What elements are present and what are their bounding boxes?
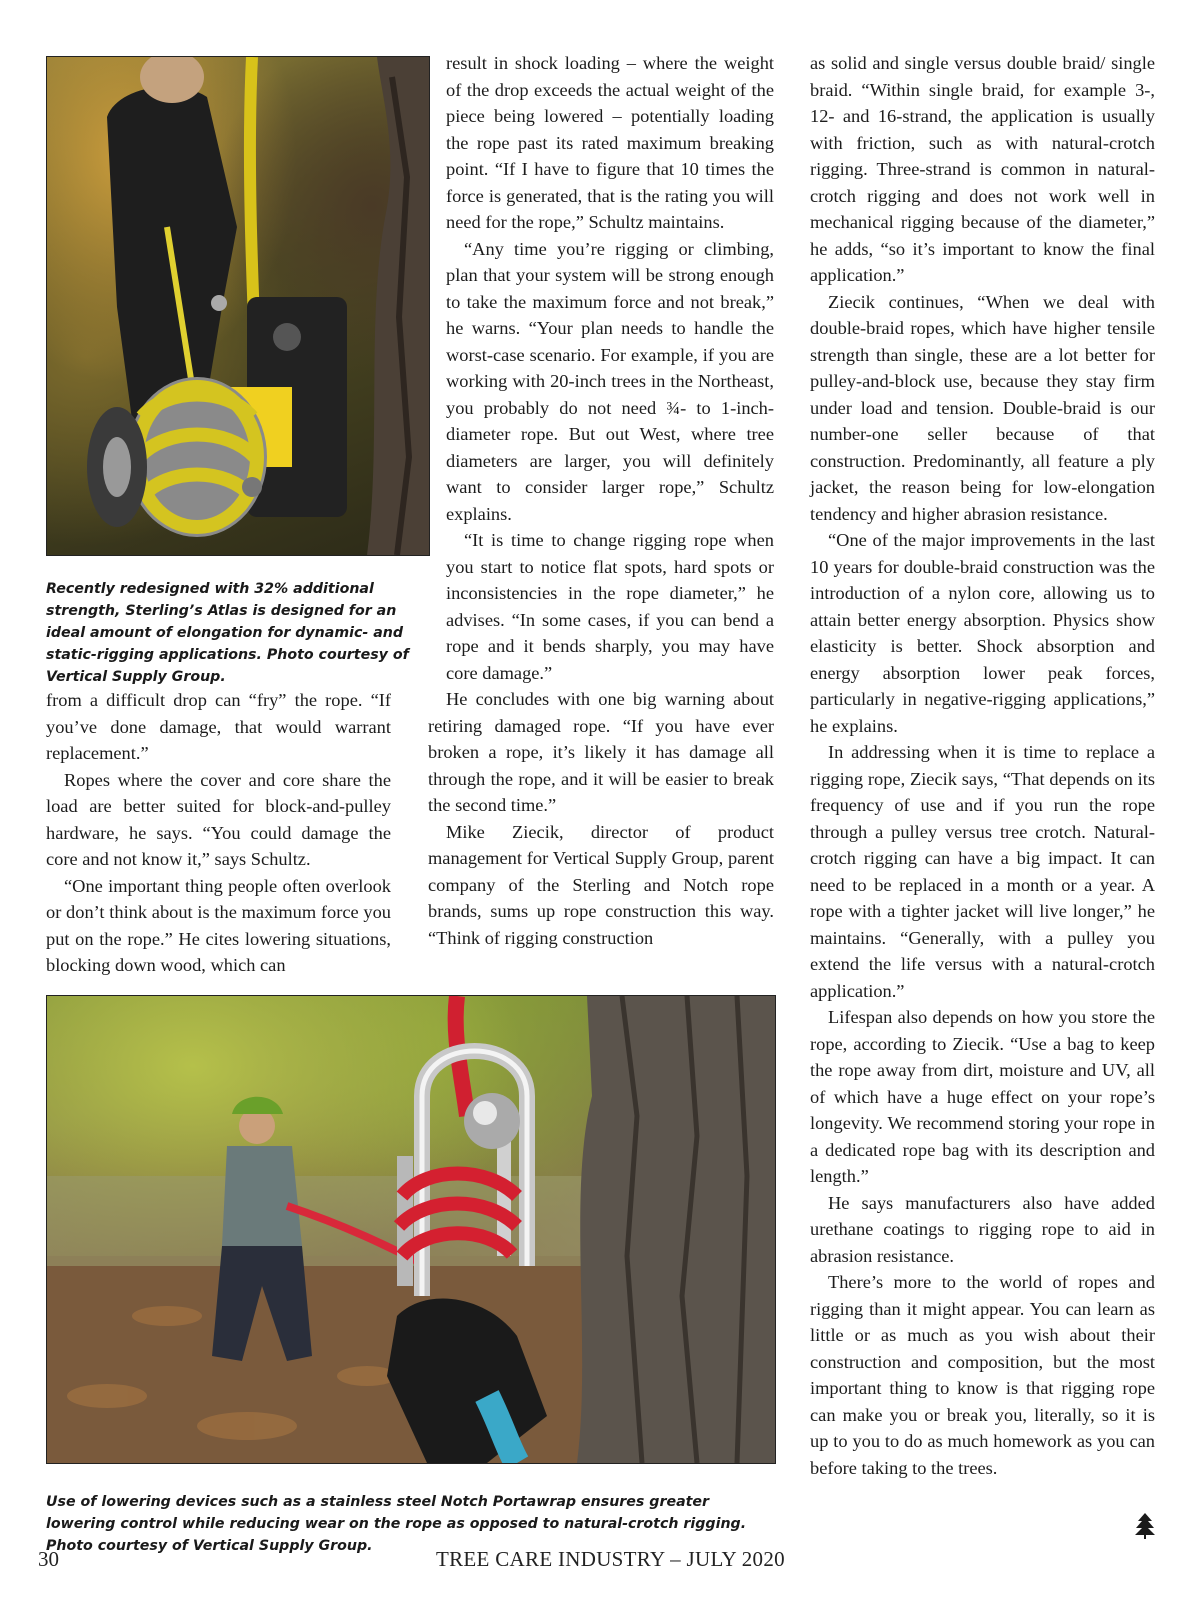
column-1 [46,687,391,979]
paragraph: Ziecik continues, “When we deal with double-braid ropes, which have higher tensile strength than single, these are a lot better for pulley-and-block use, because they stay firm under load and tension. Double-braid is our number-one seller because of that construction. Predominantly, all feature a ply jacket, the reason being for low-elongation tendency and higher abrasion resistance. [810,291,1155,524]
column-3 [810,50,1155,1481]
paragraph: Mike Ziecik, director of product management for Vertical Supply Group, parent company of the Sterling and Notch rope brands, sums up rope construction this way. “Think of rigging construction [428,821,774,948]
paragraph: He concludes with one big warning about retiring damaged rope. “If you have ever broken a rope, it’s likely it has damage all through the rope, and it will be easier to break the second time.” [428,689,774,815]
column-2-upper [446,50,774,686]
paragraph: from a difficult drop can “fry” the rope. “If you’ve done damage, that would warrant replacement.” [46,690,391,763]
photo-rope-winch-illustration [47,57,429,555]
photo-caption-bottom: Use of lowering devices such as a stainless steel Notch Portawrap ensures greater lowering control while reducing wear on the rope as opposed to natural-crotch rigging. Photo courtesy of Vertical Supply Group. [46,1494,747,1554]
photo-portawrap-illustration [47,996,775,1463]
photo-caption-top: Recently redesigned with 32% additional strength, Sterling’s Atlas is designed for an ideal amount of elongation for dynamic- and static-rigging applications. Photo courtesy of Vertical Supply Group. [46,581,409,685]
page-number: 30 [38,1547,59,1571]
paragraph: Lifespan also depends on how you store the rope, according to Ziecik. “Use a bag to keep the rope away from dirt, moisture and UV, all of which have a huge effect on your rope’s longevity. We recommend storing your rope in a dedicated rope bag with its description and length.” [810,1007,1155,1186]
paragraph: He says manufacturers also have added urethane coatings to rigging rope to aid in abrasion resistance. [810,1192,1155,1266]
column-2 [428,50,774,951]
column-2-lower [428,686,774,951]
paragraph: “Any time you’re rigging or climbing, plan that your system will be strong enough to take the maximum force and not break,” he warns. “Your plan needs to handle the worst-case scenario. For example, if you are working with 20-inch trees in the Northeast, you probably do not need ¾- to 1-inch-diameter rope. But out West, where tree diameters are larger, you will definitely want to consider larger rope,” Schultz explains. [446,238,774,524]
paragraph: There’s more to the world of ropes and rigging than it might appear. You can learn as little or as much as you wish about their construction and composition, but the most important thing to know is that rigging rope can make you or break you, literally, so it is up to you to do as much homework as you can before taking to the trees. [810,1272,1155,1478]
paragraph: “One important thing people often overlook or don’t think about is the maximum force you put on the rope.” He cites lowering situations, blocking down wood, which can [46,875,391,975]
paragraph: “It is time to change rigging rope when you start to notice flat spots, hard spots or inconsistencies in the rope diameter,” he advises. “In some cases, if you can bend a rope and it bends sharply, you may have core damage.” [446,530,774,683]
photo-portawrap [46,995,776,1464]
paragraph: result in shock loading – where the weight of the drop exceeds the actual weight of the piece being lowered – potentially loading the rope past its rated maximum breaking point. “If I have to figure that 10 times the force is generated, that is the rating you will need for the rope,” Schultz maintains. [446,53,774,232]
publication-footer: TREE CARE INDUSTRY – JULY 2020 [436,1547,785,1571]
paragraph: “One of the major improvements in the last 10 years for double-braid construction was the introduction of a nylon core, allowing us to attain better energy absorption. Physics show elasticity is better. Shock absorption and energy absorption lower peak forces, particularly in negative-rigging applications,” he explains. [810,530,1155,736]
tree-icon [1134,1513,1156,1539]
paragraph: as solid and single versus double braid/ single braid. “Within single braid, for example 3-, 12- and 16-strand, the application is usually with friction, such as with natural-crotch rigging. Three-strand is common in natural-crotch rigging and does not work well in mechanical rigging because of the diameter,” he adds, “so it’s important to know the final application.” [810,53,1155,285]
photo-rope-winch [46,56,430,556]
paragraph: Ropes where the cover and core share the load are better suited for block-and-pulley hardware, he says. “You could damage the core and not know it,” says Schultz. [46,769,391,869]
paragraph: In addressing when it is time to replace a rigging rope, Ziecik says, “That depends on its frequency of use and if you run the rope through a pulley versus tree crotch. Natural-crotch rigging can have a big impact. It can need to be replaced in a month or a year. A rope with a tighter jacket will live longer,” he maintains. “Generally, with a pulley you extend the life versus with a natural-crotch application.” [810,742,1155,1001]
